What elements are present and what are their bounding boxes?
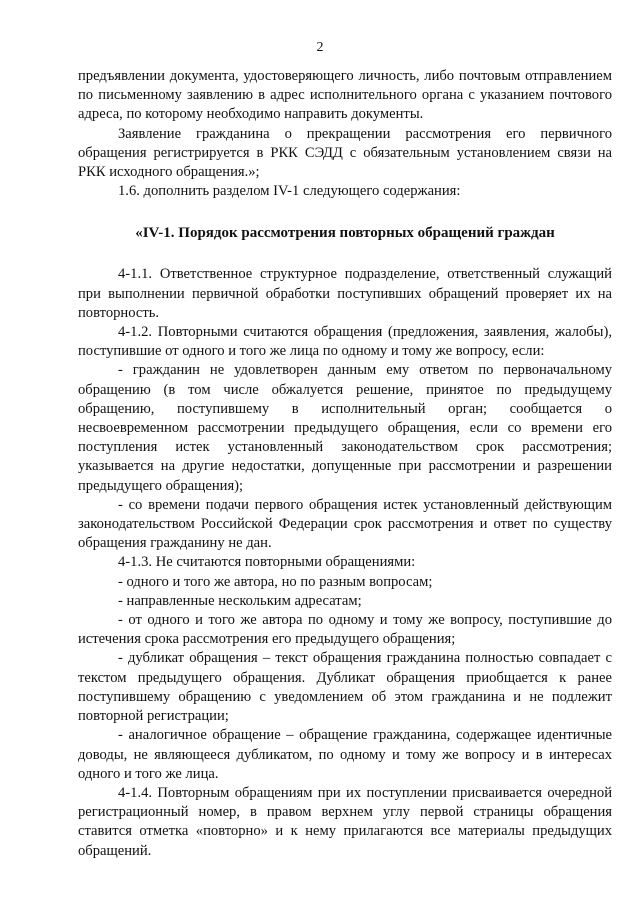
paragraph-4-1-2: 4-1.2. Повторными считаются обращения (предложения, заявления, жалобы), поступившие от одного и того же лица по одному и тому же вопросу, если:	[78, 324, 612, 360]
section-heading: «IV-1. Порядок рассмотрения повторных обращений граждан	[135, 225, 555, 242]
list-item-before-deadline: - от одного и того же автора по одному и тому же вопросу, поступившие до истечения срока рассмотрения его предыдущего обращения;	[78, 612, 612, 648]
paragraph-4-1-4: 4-1.4. Повторным обращениям при их поступлении присваивается очередной регистрационный номер, в правом верхнем углу первой страницы обращения ставится отметка «повторно» и к нему прилагаются все материалы предыдущих обращений.	[78, 784, 612, 859]
list-item-unsatisfied: - гражданин не удовлетворен данным ему ответом по первоначальному обращению (в том числе обжалуется решение, принятое по предыдущему обращению, поступившему в исполнительный орган; сообщается о несвоевременном рассмотрении предыдущего обращения, если со времени его поступления истек установленный законодательством срок рассмотрения; указывается на другие недостатки, допущенные при рассмотрении и разрешении предыдущего обращения);	[78, 362, 612, 494]
paragraph-continuation: предъявлении документа, удостоверяющего личность, либо почтовым отправлением по письменному заявлению в адрес исполнительного органа с указанием почтового адреса, по которому необходимо направить документы.	[78, 68, 612, 123]
paragraph-4-1-3: 4-1.3. Не считаются повторными обращениями:	[118, 554, 416, 571]
paragraph-termination-registration: Заявление гражданина о прекращении рассмотрения его первичного обращения регистрируется в РКК СЭДД с обязательным установлением связи на РКК исходного обращения.»;	[78, 125, 612, 181]
page-number: 2	[316, 40, 324, 55]
paragraph-amendment-1-6: 1.6. дополнить разделом IV-1 следующего содержания:	[118, 183, 461, 200]
document-body	[78, 67, 612, 861]
list-item-duplicate: - дубликат обращения – текст обращения гражданина полностью совпадает с текстом предыдущего обращения. Дубликат обращения приобщается к ранее поступившему обращению с уведомлением об этом гражданина и не подлежит повторной регистрации;	[78, 650, 612, 725]
list-item-multiple-addressees: - направленные нескольким адресатам;	[118, 592, 362, 609]
list-item-analogous: - аналогичное обращение – обращение гражданина, содержащее идентичные доводы, не являющееся дубликатом, по одному и тому же вопросу и в интересах одного и того же лица.	[78, 727, 612, 782]
list-item-different-questions: - одного и того же автора, но по разным вопросам;	[118, 573, 433, 590]
paragraph-4-1-1: 4-1.1. Ответственное структурное подразделение, ответственный служащий при выполнении первичной обработки поступивших обращений проверяет их на повторность.	[78, 266, 612, 321]
list-item-deadline-expired: - со времени подачи первого обращения истек установленный действующим законодательством Российской Федерации срок рассмотрения и ответ по существу обращения гражданину не дан.	[78, 496, 612, 552]
